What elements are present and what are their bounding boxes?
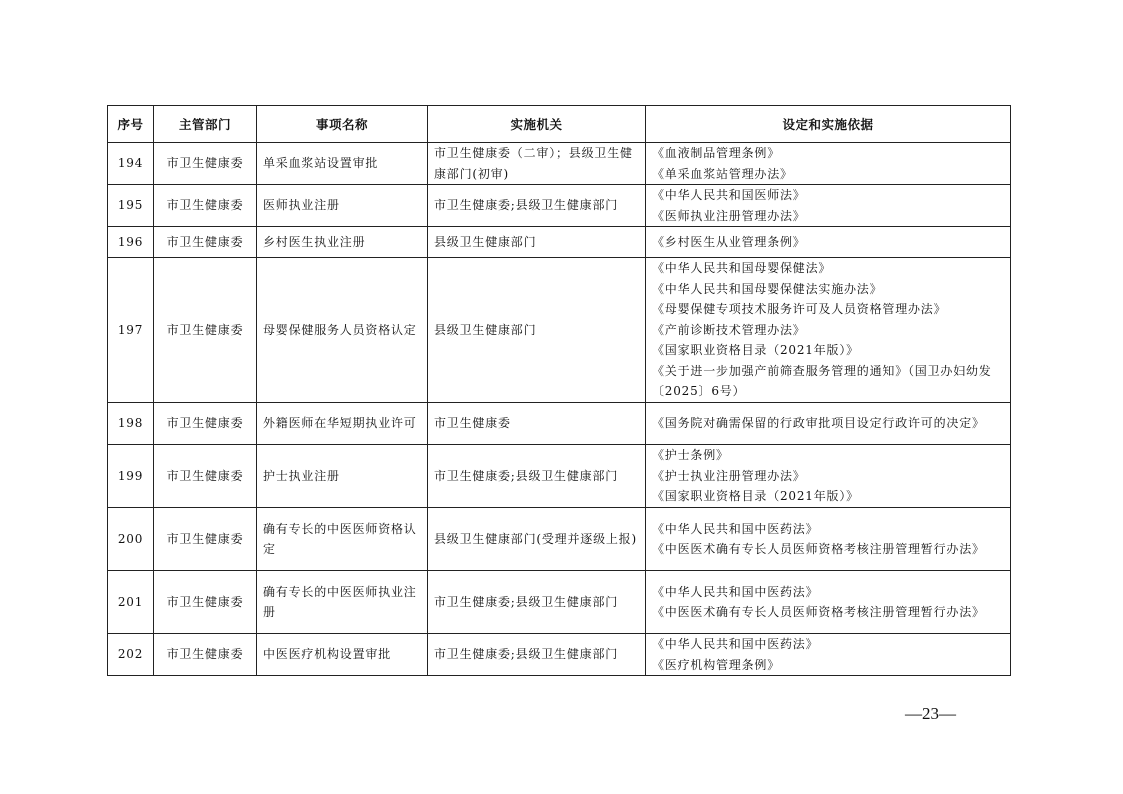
table-row bbox=[108, 445, 1011, 508]
basis-line: 《中华人民共和国中医药法》 bbox=[652, 584, 819, 599]
basis-cell bbox=[646, 227, 1011, 258]
agency-cell: 市卫生健康委;县级卫生健康部门 bbox=[428, 445, 646, 508]
basis-line: 《医师执业注册管理办法》 bbox=[652, 208, 806, 223]
serial-cell: 198 bbox=[108, 403, 154, 445]
agency-cell: 市卫生健康委;县级卫生健康部门 bbox=[428, 185, 646, 227]
serial-cell: 195 bbox=[108, 185, 154, 227]
department-cell: 市卫生健康委 bbox=[154, 227, 257, 258]
basis-line: 《国家职业资格目录（2021年版）》 bbox=[652, 489, 859, 504]
basis-cell bbox=[646, 634, 1011, 676]
item-name-cell: 外籍医师在华短期执业许可 bbox=[257, 403, 428, 445]
serial-cell: 197 bbox=[108, 258, 154, 403]
item-name-cell: 护士执业注册 bbox=[257, 445, 428, 508]
serial-cell: 200 bbox=[108, 508, 154, 571]
table-row bbox=[108, 258, 1011, 403]
item-name-cell: 单采血浆站设置审批 bbox=[257, 143, 428, 185]
basis-line: 《关于进一步加强产前筛查服务管理的通知》（国卫办妇幼发〔2025〕6号） bbox=[652, 363, 992, 399]
table-row bbox=[108, 403, 1011, 445]
table-header-row bbox=[108, 106, 1011, 143]
department-cell: 市卫生健康委 bbox=[154, 571, 257, 634]
serial-cell: 199 bbox=[108, 445, 154, 508]
item-name-cell: 确有专长的中医医师资格认定 bbox=[257, 508, 428, 571]
basis-cell bbox=[646, 143, 1011, 185]
basis-line: 《乡村医生从业管理条例》 bbox=[652, 234, 806, 249]
department-cell: 市卫生健康委 bbox=[154, 185, 257, 227]
table-row bbox=[108, 185, 1011, 227]
table-row bbox=[108, 227, 1011, 258]
table-row bbox=[108, 571, 1011, 634]
basis-line: 《中医医术确有专长人员医师资格考核注册管理暂行办法》 bbox=[652, 542, 985, 556]
header-agency: 实施机关 bbox=[428, 106, 646, 143]
header-department: 主管部门 bbox=[154, 106, 257, 143]
department-cell: 市卫生健康委 bbox=[154, 445, 257, 508]
serial-cell: 201 bbox=[108, 571, 154, 634]
basis-line: 《医疗机构管理条例》 bbox=[652, 657, 781, 672]
basis-cell bbox=[646, 258, 1011, 403]
table-row bbox=[108, 634, 1011, 676]
header-item-name: 事项名称 bbox=[257, 106, 428, 143]
basis-line: 《单采血浆站管理办法》 bbox=[652, 166, 793, 181]
department-cell: 市卫生健康委 bbox=[154, 634, 257, 676]
basis-line: 《血液制品管理条例》 bbox=[652, 146, 781, 160]
department-cell: 市卫生健康委 bbox=[154, 403, 257, 445]
item-name-cell: 母婴保健服务人员资格认定 bbox=[257, 258, 428, 403]
basis-cell bbox=[646, 508, 1011, 571]
basis-line: 《护士执业注册管理办法》 bbox=[652, 468, 806, 483]
basis-cell bbox=[646, 445, 1011, 508]
agency-cell: 市卫生健康委 bbox=[428, 403, 646, 445]
basis-line: 《中华人民共和国母婴保健法实施办法》 bbox=[652, 281, 883, 296]
department-cell: 市卫生健康委 bbox=[154, 508, 257, 571]
serial-cell: 196 bbox=[108, 227, 154, 258]
department-cell: 市卫生健康委 bbox=[154, 143, 257, 185]
basis-line: 《国务院对确需保留的行政审批项目设定行政许可的决定》 bbox=[652, 416, 985, 431]
basis-line: 《国家职业资格目录（2021年版）》 bbox=[652, 343, 859, 358]
item-name-cell: 医师执业注册 bbox=[257, 185, 428, 227]
basis-line: 《中华人民共和国母婴保健法》 bbox=[652, 261, 832, 276]
header-serial: 序号 bbox=[108, 106, 154, 143]
header-basis: 设定和实施依据 bbox=[646, 106, 1011, 143]
agency-cell: 县级卫生健康部门(受理并逐级上报) bbox=[428, 508, 646, 571]
item-name-cell: 乡村医生执业注册 bbox=[257, 227, 428, 258]
agency-cell: 县级卫生健康部门 bbox=[428, 258, 646, 403]
basis-line: 《中华人民共和国医师法》 bbox=[652, 188, 806, 202]
page-number: —23— bbox=[905, 704, 956, 723]
item-name-cell: 中医医疗机构设置审批 bbox=[257, 634, 428, 676]
table-row bbox=[108, 143, 1011, 185]
basis-cell bbox=[646, 403, 1011, 445]
table-row bbox=[108, 508, 1011, 571]
basis-line: 《产前诊断技术管理办法》 bbox=[652, 322, 806, 337]
items-table bbox=[107, 105, 1011, 676]
basis-cell bbox=[646, 185, 1011, 227]
basis-line: 《中华人民共和国中医药法》 bbox=[652, 521, 819, 536]
basis-cell bbox=[646, 571, 1011, 634]
agency-cell: 市卫生健康委（二审）；县级卫生健康部门(初审) bbox=[428, 143, 646, 185]
basis-line: 《中华人民共和国中医药法》 bbox=[652, 637, 819, 651]
item-name-cell: 确有专长的中医医师执业注册 bbox=[257, 571, 428, 634]
agency-cell: 市卫生健康委;县级卫生健康部门 bbox=[428, 571, 646, 634]
department-cell: 市卫生健康委 bbox=[154, 258, 257, 403]
basis-line: 《中医医术确有专长人员医师资格考核注册管理暂行办法》 bbox=[652, 605, 985, 619]
agency-cell: 市卫生健康委;县级卫生健康部门 bbox=[428, 634, 646, 676]
basis-line: 《护士条例》 bbox=[652, 448, 729, 463]
serial-cell: 194 bbox=[108, 143, 154, 185]
basis-line: 《母婴保健专项技术服务许可及人员资格管理办法》 bbox=[652, 302, 947, 317]
serial-cell: 202 bbox=[108, 634, 154, 676]
agency-cell: 县级卫生健康部门 bbox=[428, 227, 646, 258]
